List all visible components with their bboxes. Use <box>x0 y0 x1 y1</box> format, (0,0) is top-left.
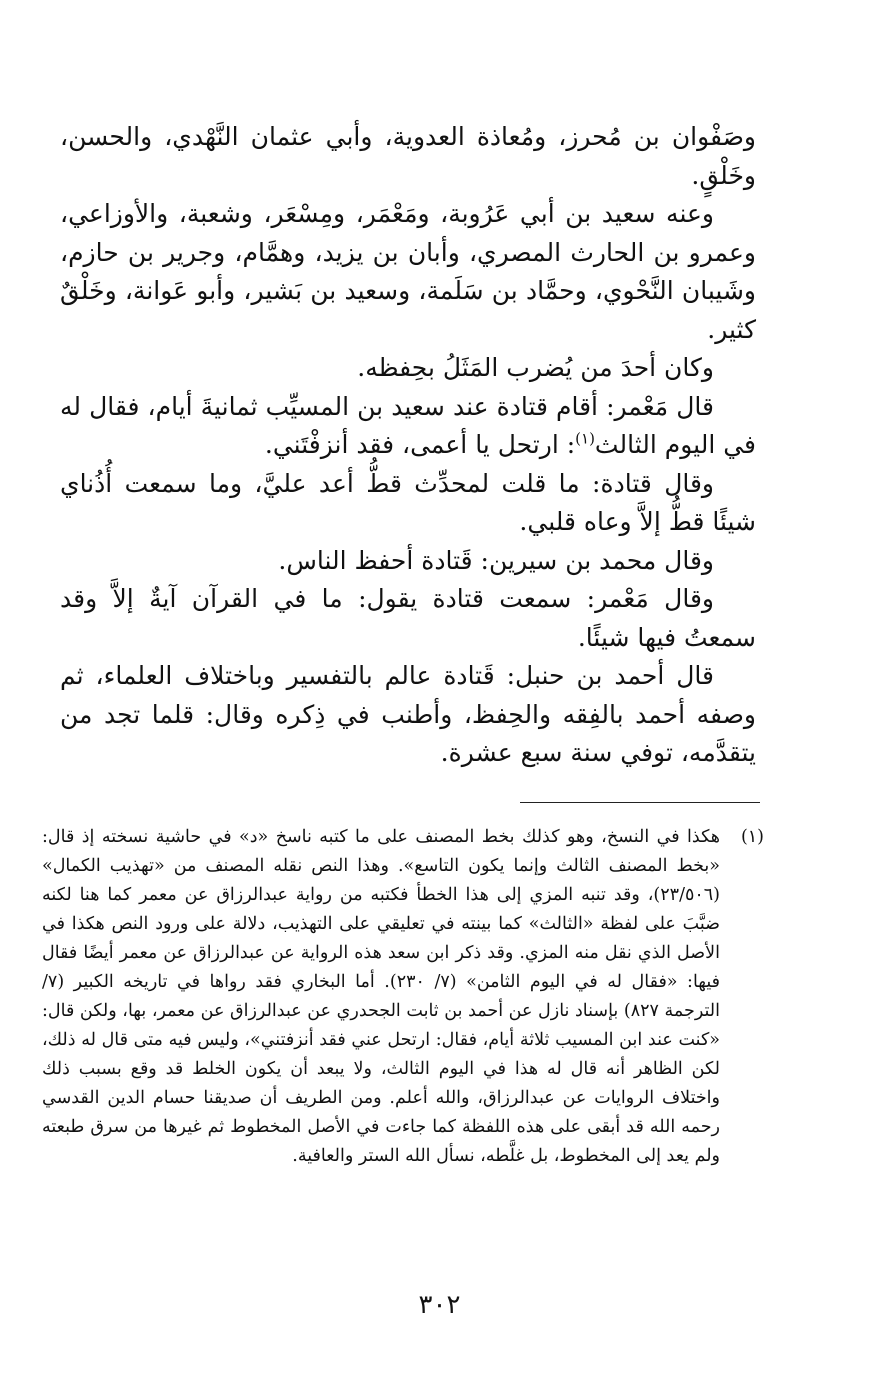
paragraph-1: وصَفْوان بن مُحرز، ومُعاذة العدوية، وأبي عثمان النَّهْدي، والحسن، وخَلْقٍ. <box>60 122 756 190</box>
footnote-text: هكذا في النسخ، وهو كذلك بخط المصنف على ما كتبه ناسخ «د» في حاشية نسخته إذ قال: «بخط المصنف الثالث وإنما يكون التاسع». وهذا النص نقله المصنف من «تهذيب الكمال» (٢٣/٥٠٦)، وقد تنبه المزي إلى هذا الخطأ فكتبه من رواية عبدالرزاق عن معمر كما هنا لكنه ضبَّبَ على لفظة «الثالث» كما بينته في تعليقي على التهذيب، دلالة على ورود النص هكذا في الأصل الذي نقل منه المزي. وقد ذكر ابن سعد هذه الرواية عن عبدالرزاق عن معمر أيضًا فقال فيها: «فقال له في اليوم الثامن» (٧/ ٢٣٠). أما البخاري فقد رواها في تاريخه الكبير (٧/ الترجمة ٨٢٧) بإسناد نازل عن أحمد بن ثابت الجحدري عن عبدالرزاق عن معمر، بها، ولكن قال: «كنت عند ابن المسيب ثلاثة أيام، فقال: ارتحل عني فقد أنزفتني»، وليس فيه متى قال له ذلك، لكن الظاهر أنه قال له هذا في اليوم الثالث، ولا يبعد أن يكون الخلط قد وقع بسبب ذلك واختلاف الروايات عن عبدالرزاق، والله أعلم. ومن الطريف أن صديقنا حسام الدين القدسي رحمه الله قد أبقى على هذه اللفظة كما جاءت في الأصل المخطوط ثم غيرها من سرق طبعته ولم يعد إلى المخطوط، بل غلَّطه، نسأل الله الستر والعافية. <box>42 827 720 1166</box>
paragraph-5: وقال قتادة: ما قلت لمحدِّث قطُّ أعد عليَّ، وما سمعت أُذُناي شيئًا قطُّ إلاَّ وعاه قلبي. <box>60 468 756 536</box>
page-number: ٣٠٢ <box>418 1290 461 1320</box>
paragraph-3: وكان أحدَ من يُضرب المَثَلُ بحِفظه. <box>357 353 714 382</box>
paragraph-8: قال أحمد بن حنبل: قَتادة عالم بالتفسير وباختلاف العلماء، ثم وصفه أحمد بالفِقه والحِفظ، وأطنب في ذِكره وقال: قلما تجد من يتقدَّمه، توفي سنة سبع عشرة. <box>60 661 756 767</box>
paragraph-7: وقال مَعْمر: سمعت قتادة يقول: ما في القرآن آيةٌ إلاَّ وقد سمعتُ فيها شيئًا. <box>60 584 756 652</box>
footnote-reference: (١) <box>575 429 595 448</box>
paragraph-4-text: قال مَعْمر: أقام قتادة عند سعيد بن المسيِّب ثمانيةَ أيام، فقال له في اليوم الثالث <box>60 391 756 459</box>
footnote-divider <box>520 802 760 803</box>
footnote <box>42 823 764 1171</box>
paragraph-6: وقال محمد بن سيرين: قَتادة أحفظ الناس. <box>278 545 714 575</box>
paragraph-4-text-end: : ارتحل يا أعمى، فقد أنزفْتَني. <box>264 430 576 459</box>
main-text <box>60 118 756 773</box>
footnote-number: (١) <box>740 827 764 847</box>
paragraph-2: وعنه سعيد بن أبي عَرُوبة، ومَعْمَر، ومِسْعَر، وشعبة، والأوزاعي، وعمرو بن الحارث المصري، وأبان بن يزيد، وهمَّام، وجرير بن حازم، وشَيبان النَّحْوي، وحمَّاد بن سَلَمة، وسعيد بن بَشير، وأبو عَوانة، وخَلْقٌ كثير. <box>60 199 756 344</box>
paragraph-4 <box>60 388 756 465</box>
